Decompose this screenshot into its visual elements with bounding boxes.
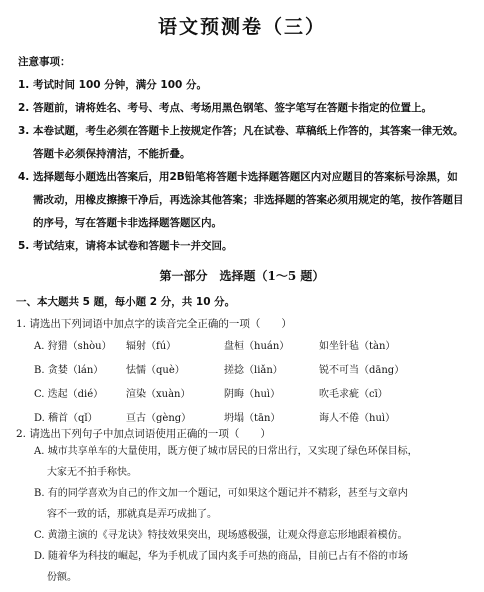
notice-item bbox=[18, 97, 468, 120]
option-cell: 吹毛求疵（cī） bbox=[319, 388, 388, 400]
notice-label: 注意事项： bbox=[18, 56, 71, 68]
option-row bbox=[34, 380, 474, 404]
option-cell: C. 迭起（dié） bbox=[34, 388, 104, 400]
notice-item-text: 答题前，请将姓名、考号、考点、考场用黑色钢笔、签字笔写在答题卡指定的位置上。 bbox=[33, 102, 432, 114]
question-1-options bbox=[34, 332, 474, 428]
option-cell: A. 狩猎（shòu） bbox=[34, 340, 112, 352]
notice-item bbox=[18, 235, 468, 258]
notice-item-number: 1. bbox=[18, 79, 30, 91]
part-heading: 第一部分 选择题（1～5 题） bbox=[159, 269, 325, 283]
option-row bbox=[34, 356, 474, 380]
option-item bbox=[34, 525, 474, 546]
notice-list bbox=[18, 74, 468, 258]
option-item bbox=[34, 546, 474, 588]
option-text-continued: 份额。 bbox=[47, 572, 77, 583]
notice-item-text: 考试结束，请将本试卷和答题卡一并交回。 bbox=[33, 240, 233, 252]
option-text-continued: 大家无不拍手称快。 bbox=[47, 467, 137, 478]
option-cell: D. 稽首（qǐ） bbox=[34, 412, 98, 424]
option-cell: 辐射（fú） bbox=[126, 340, 177, 352]
notice-item-number: 4. bbox=[18, 171, 30, 183]
option-text: B. 有的同学喜欢为自己的作文加一个题记，可如果这个题记并不精彩，甚至与文章内 bbox=[34, 488, 408, 499]
notice-item-text: 选择题每小题选出答案后，用2B铅笔将答题卡选择题答题区内对应题目的答案标号涂黑，如需改动，用橡皮擦擦干净后，再选涂其他答案；非选择题的答案必须用规定的笔，按作答题目的序号，写在答题卡非选择题答题区内。 bbox=[33, 171, 464, 229]
option-row bbox=[34, 404, 474, 428]
notice-item-number: 5. bbox=[18, 240, 30, 252]
question-2-options bbox=[34, 441, 474, 588]
option-cell: 坍塌（tān） bbox=[224, 412, 281, 424]
option-item bbox=[34, 483, 474, 525]
option-cell: 如坐针毡（tàn） bbox=[319, 340, 396, 352]
option-text-continued: 容不一致的话，那就真是弄巧成拙了。 bbox=[47, 509, 217, 520]
option-cell: 亘古（gèng） bbox=[126, 412, 192, 424]
notice-item bbox=[18, 166, 468, 235]
notice-item-number: 2. bbox=[18, 102, 30, 114]
notice-item-number: 3. bbox=[18, 125, 30, 137]
option-cell: 搓捻（liǎn） bbox=[224, 364, 283, 376]
notice-item bbox=[18, 74, 468, 97]
option-item bbox=[34, 441, 474, 483]
option-cell: 盘桓（huán） bbox=[224, 340, 290, 352]
notice-item-text: 考试时间 100 分钟，满分 100 分。 bbox=[33, 79, 207, 91]
notice-item-text: 本卷试题，考生必须在答题卡上按规定作答；凡在试卷、草稿纸上作答的，其答案一律无效。答题卡必须保持清洁，不能折叠。 bbox=[33, 125, 464, 160]
option-cell: 渲染（xuàn） bbox=[126, 388, 191, 400]
page-title: 语文预测卷（三） bbox=[157, 16, 326, 38]
option-text: D. 随着华为科技的崛起，华为手机成了国内炙手可热的商品，目前已占有不俗的市场 bbox=[34, 551, 409, 562]
option-row bbox=[34, 332, 474, 356]
question-2-stem: 2. 请选出下列句子中加点词语使用正确的一项（ ） bbox=[16, 428, 271, 440]
option-cell: 诲人不倦（huì） bbox=[319, 412, 396, 424]
option-cell: 怯懦（què） bbox=[126, 364, 185, 376]
question-1-stem: 1. 请选出下列词语中加点字的读音完全正确的一项（ ） bbox=[16, 318, 292, 330]
option-text: A. 城市共享单车的大量使用，既方便了城市居民的日常出行，又实现了绿色环保目标， bbox=[34, 446, 418, 457]
option-cell: 锐不可当（dāng） bbox=[319, 364, 405, 376]
notice-item bbox=[18, 120, 468, 166]
option-cell: B. 贪婪（lán） bbox=[34, 364, 104, 376]
option-cell: 阴晦（huì） bbox=[224, 388, 281, 400]
section-heading: 一、本大题共 5 题，每小题 2 分，共 10 分。 bbox=[16, 296, 236, 308]
option-text: C. 黄渤主演的《寻龙诀》特技效果突出，现场感极强，让观众得意忘形地跟着模仿。 bbox=[34, 530, 408, 541]
